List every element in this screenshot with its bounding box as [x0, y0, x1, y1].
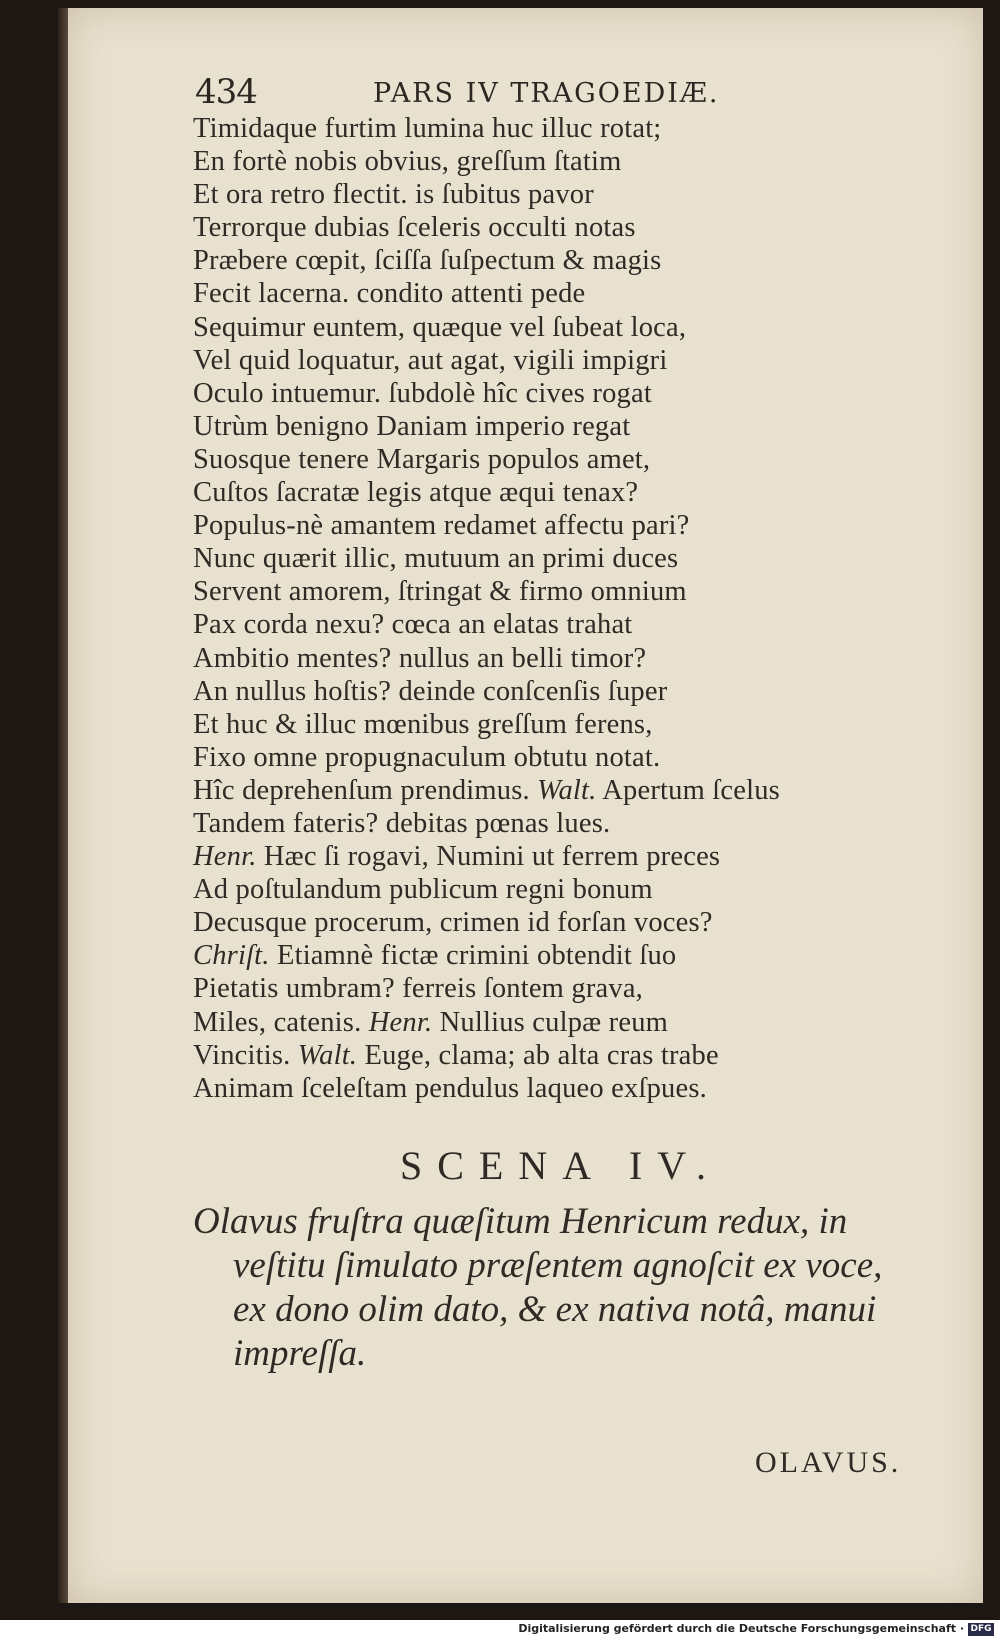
verse-line	[193, 509, 833, 542]
verse-text: Ad poſtulandum publicum regni bonum	[193, 874, 653, 906]
verse-text: Hæc ſi rogavi, Numini ut ferrem preces	[256, 841, 721, 873]
speaker-name: Chriſt.	[193, 940, 270, 972]
verse-text: Suosque tenere Margaris populos amet,	[193, 443, 651, 475]
verse-text: Nunc quærit illic, mutuum an primi duces	[193, 543, 679, 575]
verse-text: Et ora retro flectit. is ſubitus pavor	[193, 179, 594, 211]
verse-text: Nullius culpæ reum	[432, 1006, 669, 1038]
verse-text: Etiamnè fictæ crimini obtendit ſuo	[269, 940, 677, 972]
verse-line	[193, 575, 833, 608]
verse-text: Oculo intuemur. ſubdolè hîc cives rogat	[193, 377, 652, 409]
scene-title: SCENA IV.	[400, 1143, 721, 1188]
verse-line	[193, 642, 833, 675]
verse-line	[193, 178, 833, 211]
verse-text: Fecit lacerna. condito attenti pede	[193, 278, 586, 310]
verse-text: Euge, clama; ab alta cras trabe	[357, 1039, 719, 1071]
verse-line	[193, 377, 833, 410]
verse-text: Terrorque dubias ſceleris occulti notas	[193, 212, 636, 244]
verse-line	[193, 906, 833, 939]
verse-line	[193, 277, 833, 310]
verse-line	[193, 741, 833, 774]
verse-line	[193, 1072, 833, 1105]
footer-bar	[0, 1620, 1000, 1640]
verse-text: Vel quid loquatur, aut agat, vigili impigri	[193, 344, 668, 376]
verse-text: Timidaque furtim lumina huc illuc rotat;	[193, 113, 662, 144]
verse-text: Tandem fateris? debitas pœnas lues.	[193, 807, 611, 839]
verse-text: Pax corda nexu? cœca an elatas trahat	[193, 609, 633, 641]
verse-text: Vincitis.	[193, 1039, 298, 1071]
verse-text: Miles, catenis.	[193, 1006, 369, 1038]
verse-text: En fortè nobis obvius, greſſum ſtatim	[193, 146, 622, 178]
verse-text: Apertum ſcelus	[596, 774, 780, 806]
verse-line	[193, 708, 833, 741]
verse-line	[193, 476, 833, 509]
verse-text: An nullus hoſtis? deinde conſcenſis ſuper	[193, 675, 668, 707]
verse-line	[193, 443, 833, 476]
verse-text: Sequimur euntem, quæque vel ſubeat loca,	[193, 311, 687, 343]
stage-direction-line: veſtitu ſimulato præſentem agnoſcit ex voce,	[233, 1245, 883, 1286]
verse-line	[193, 675, 833, 708]
verse-text: Utrùm benigno Daniam imperio regat	[193, 410, 631, 442]
running-head: PARS IV TRAGOEDIÆ.	[373, 78, 720, 109]
verse-line	[193, 774, 833, 807]
verse-line	[193, 244, 833, 277]
verse-line	[193, 542, 833, 575]
verse-line	[193, 972, 833, 1005]
verse-line	[193, 344, 833, 377]
speaker-name: Walt.	[537, 774, 597, 806]
verse-text: Animam ſceleſtam pendulus laqueo exſpues.	[193, 1072, 707, 1104]
verse-line	[193, 939, 833, 972]
dfg-logo: DFG	[968, 1623, 994, 1636]
footer-credit: Digitalisierung gefördert durch die Deutsche Forschungsgemeinschaft ·	[518, 1622, 964, 1635]
verse-text: Hîc deprehenſum prendimus.	[193, 774, 538, 806]
catchword: OLAVUS.	[755, 1446, 902, 1479]
stage-direction-line: Olavus fruſtra quæſitum Henricum redux, in	[193, 1201, 848, 1242]
verse-text: Servent amorem, ſtringat & firmo omnium	[193, 576, 687, 608]
stage-direction-line: ex dono olim dato, & ex nativa notâ, manui	[233, 1289, 877, 1330]
verse-line	[193, 410, 833, 443]
page-number: 434	[195, 72, 257, 112]
verse-line	[193, 873, 833, 906]
verse-line	[193, 1006, 833, 1039]
verse-line	[193, 311, 833, 344]
verse-text: Ambitio mentes? nullus an belli timor?	[193, 642, 647, 674]
stage-direction-line: impreſſa.	[233, 1333, 367, 1374]
speaker-name: Walt.	[297, 1039, 358, 1071]
verse-line	[193, 1039, 833, 1072]
speaker-name: Henr.	[368, 1006, 433, 1038]
verse-text: Cuſtos ſacratæ legis atque æqui tenax?	[193, 477, 639, 509]
verse-text: Populus-nè amantem redamet affectu pari?	[193, 510, 690, 542]
verse-line	[193, 211, 833, 244]
verse-text: Et huc & illuc mœnibus greſſum ferens,	[193, 708, 653, 740]
verse-block	[193, 112, 833, 1105]
verse-text: Pietatis umbram? ferreis ſontem grava,	[193, 973, 643, 1005]
verse-line	[193, 807, 833, 840]
verse-line	[193, 112, 833, 145]
verse-line	[193, 608, 833, 641]
verse-text: Decusque procerum, crimen id forſan voces?	[193, 907, 713, 939]
verse-line	[193, 145, 833, 178]
verse-text: Fixo omne propugnaculum obtutu notat.	[193, 741, 661, 773]
verse-line	[193, 840, 833, 873]
stage-direction	[193, 1200, 943, 1376]
verse-text: Præbere cœpit, ſciſſa ſuſpectum & magis	[193, 245, 662, 277]
speaker-name: Henr.	[193, 841, 257, 873]
